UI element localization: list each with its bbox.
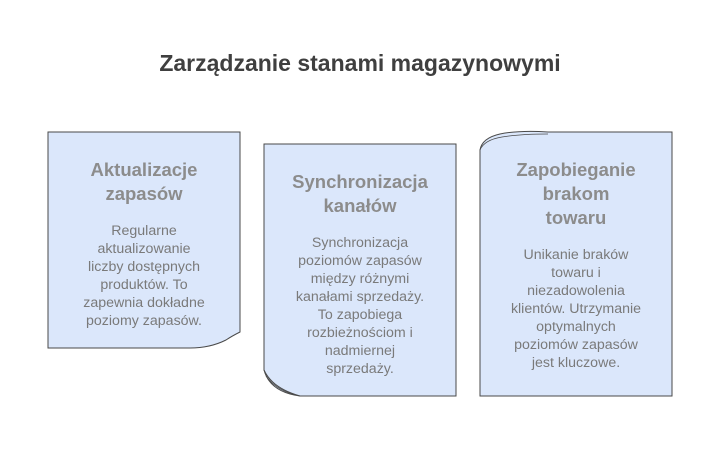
card-3-body: Unikanie braków towaru i niezadowolenia klientów. Utrzymanie optymalnych poziomów zapasów jest kluczowe. <box>510 247 642 371</box>
card-1-heading: Aktualizacje zapasów <box>90 159 198 204</box>
card-2-body: Synchronizacja poziomów zapasów między różnymi kanałami sprzedaży. To zapobiega rozbieżnościom i nadmiernej sprzedaży. <box>295 235 425 377</box>
card-zapobieganie-brakom <box>484 158 668 372</box>
card-synchronizacja-kanalow <box>268 170 452 378</box>
card-2-heading: Synchronizacja kanałów <box>292 171 428 216</box>
card-1-body: Regularne aktualizowanie liczby dostępnych produktów. To zapewnia dokładne poziomy zapasów. <box>83 223 205 329</box>
card-3-heading: Zapobieganie brakom towaru <box>516 159 636 228</box>
card-aktualizacje-zapasow <box>52 158 236 330</box>
diagram-title: Zarządzanie stanami magazynowymi <box>159 50 561 76</box>
